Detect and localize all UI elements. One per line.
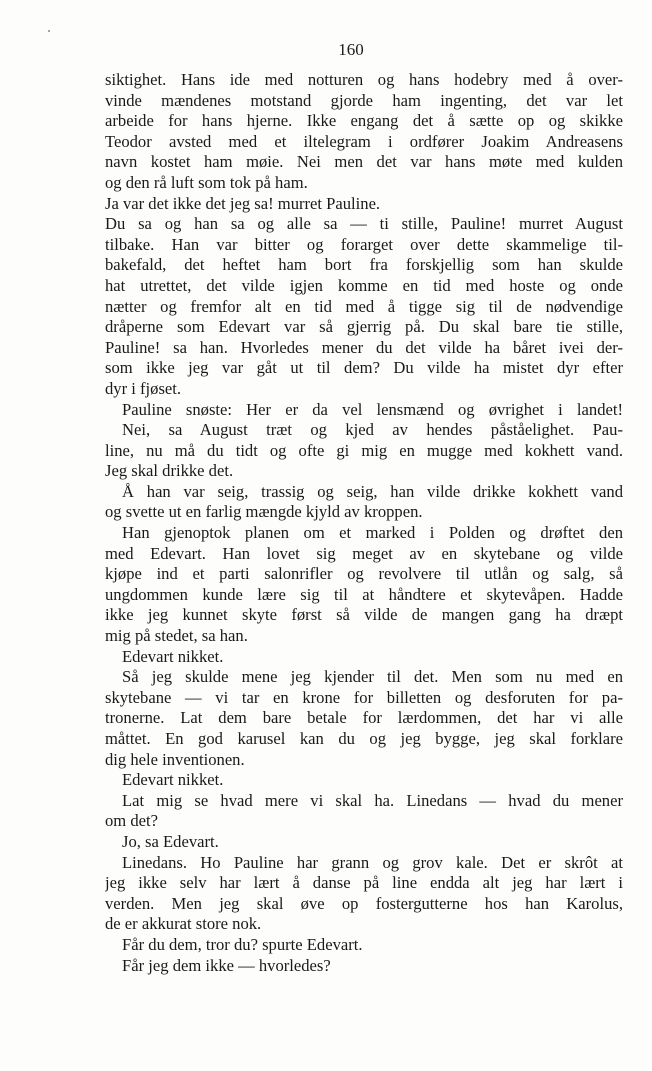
- text-line: de er akkurat store nok.: [105, 914, 262, 934]
- text-line: Jo, sa Edevart.: [122, 831, 219, 851]
- text-line: Nei, sa August træt og kjed av hendes påståelighet. Pau-: [122, 420, 623, 440]
- text-line: Lat mig se hvad mere vi skal ha. Linedans — hvad du mener: [122, 790, 623, 810]
- text-line: som ikke jeg var gåt ut til dem? Du vilde ha mistet dyr efter: [105, 358, 623, 378]
- text-line: Får jeg dem ikke — hvorledes?: [122, 955, 331, 975]
- text-line: Linedans. Ho Pauline har grann og grov kale. Det er skrôt at: [122, 852, 623, 872]
- body-text: [105, 70, 623, 976]
- text-line: arbeide for hans hjerne. Ikke engang det å sætte op og skikke: [105, 111, 623, 131]
- text-line: om det?: [105, 811, 158, 831]
- text-line: nætter og fremfor alt en tid med å tigge sig til de nødvendige: [105, 296, 623, 316]
- page-number: 160: [338, 40, 364, 59]
- text-line: kjøpe ind et parti salonrifler og revolvere til utlån og salg, så: [105, 564, 623, 584]
- text-line: hat utrettet, det vilde igjen komme en tid med hoste og onde: [105, 275, 623, 295]
- text-line: Han gjenoptok planen om et marked i Polden og drøftet den: [122, 523, 623, 543]
- text-line: navn kostet ham møie. Nei men det var hans møte med kulden: [105, 152, 623, 172]
- text-line: dig hele inventionen.: [105, 749, 245, 769]
- text-line: Du sa og han sa og alle sa — ti stille, Pauline! murret August: [105, 214, 623, 234]
- text-line: Får du dem, tror du? spurte Edevart.: [122, 934, 363, 954]
- text-line: Teodor avsted med et iltelegram i ordfører Joakim Andreasens: [105, 131, 623, 151]
- text-line: Jeg skal drikke det.: [105, 461, 234, 481]
- text-line: dyr i fjøset.: [105, 378, 182, 398]
- text-line: bakefald, det heftet ham bort fra forskjellig som han skulde: [105, 255, 623, 275]
- text-line: Å han var seig, trassig og seig, han vilde drikke kokhett vand: [122, 481, 623, 501]
- text-line: Edevart nikket.: [122, 770, 224, 790]
- text-line: Så jeg skulde mene jeg kjender til det. Men som nu med en: [122, 667, 623, 687]
- text-line: med Edevart. Han lovet sig meget av en skytebane og vilde: [105, 543, 623, 563]
- text-line: tilbake. Han var bitter og forarget over dette skammelige til-: [105, 234, 623, 254]
- text-line: Pauline snøste: Her er da vel lensmænd og øvrighet i landet!: [122, 399, 623, 419]
- page-speck: [48, 30, 50, 32]
- text-line: vinde mændenes motstand gjorde ham ingenting, det var let: [105, 90, 623, 110]
- text-line: Edevart nikket.: [122, 646, 224, 666]
- text-line: dråperne som Edevart var så gjerrig på. Du skal bare tie stille,: [105, 317, 623, 337]
- text-line: og den rå luft som tok på ham.: [105, 172, 308, 192]
- text-line: og svette ut en farlig mængde kjyld av kroppen.: [105, 502, 423, 522]
- text-line: Ja var det ikke det jeg sa! murret Pauline.: [105, 193, 381, 213]
- text-line: verden. Men jeg skal øve op fostergutterne hos han Karolus,: [105, 893, 623, 913]
- text-line: ungdommen kunde lære sig til at håndtere et skytevåpen. Hadde: [105, 584, 623, 604]
- text-line: ikke jeg kunnet skyte først så vilde de mangen gang ha dræpt: [105, 605, 623, 625]
- text-line: tronerne. Lat dem bare betale for lærdommen, det har vi alle: [105, 708, 623, 728]
- text-line: siktighet. Hans ide med notturen og hans hodebry med å over-: [105, 70, 623, 89]
- text-line: Pauline! sa han. Hvorledes mener du det vilde ha båret ivei der-: [105, 337, 623, 357]
- text-line: mig på stedet, sa han.: [105, 626, 248, 646]
- text-line: skytebane — vi tar en krone for billetten og desforuten for pa-: [105, 687, 623, 707]
- text-line: jeg ikke selv har lært å danse på line endda alt jeg har lært i: [105, 873, 623, 893]
- text-line: line, nu må du tidt og ofte gi mig en mugge med kokhett vand.: [105, 440, 623, 460]
- text-line: måttet. En god karusel kan du og jeg bygge, jeg skal forklare: [105, 729, 623, 748]
